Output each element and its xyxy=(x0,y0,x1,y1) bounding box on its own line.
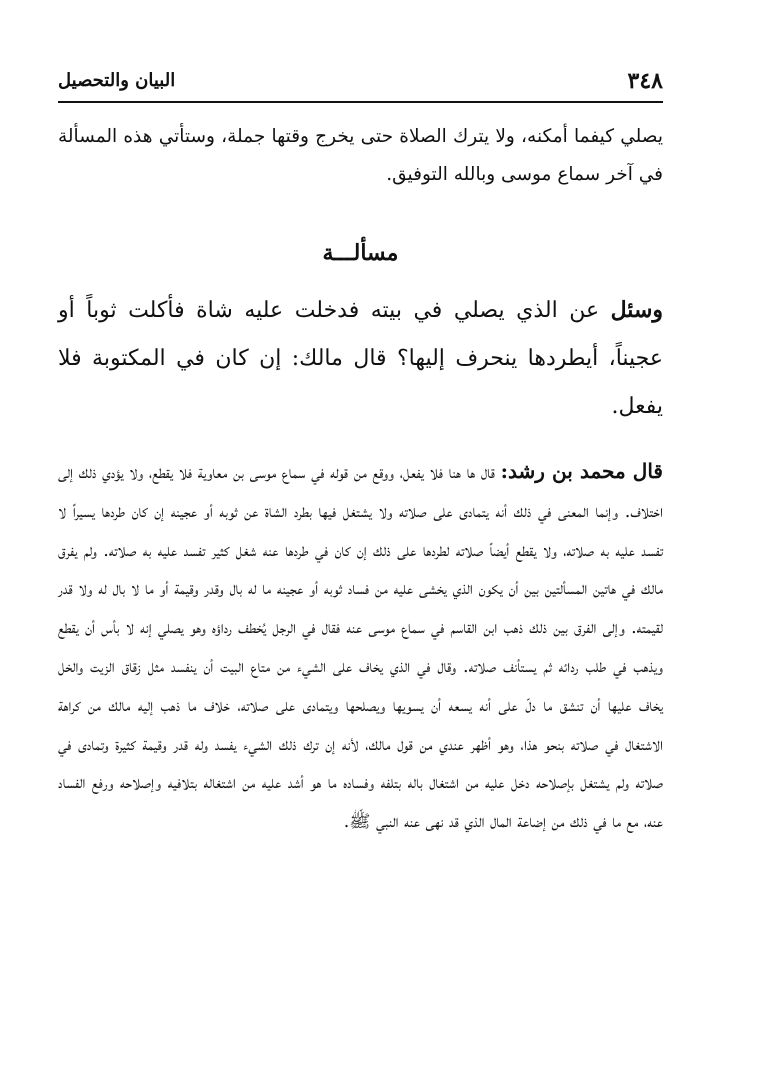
intro-paragraph xyxy=(58,118,663,194)
question-text: عن الذي يصلي في بيته فدخلت عليه شاة فأكلت ثوباً أو عجيناً، أيطردها ينحرف إليها؟ قال مالك: إن كان في المكتوبة فلا يفعل. xyxy=(58,298,663,419)
page-number: ٣٤٨ xyxy=(627,68,663,94)
question-paragraph xyxy=(58,286,663,431)
page-header xyxy=(58,68,663,102)
header-rule xyxy=(58,101,663,103)
running-title: البيان والتحصيل xyxy=(58,70,176,91)
commentary-paragraph xyxy=(58,452,663,842)
commentary-text: قال ها هنا فلا يفعل، ووقع من قوله في سماع موسى بن معاوية فلا يقطع، ولا يؤدي ذلك إلى اختلاف. وإنما المعنى في ذلك أنه يتمادى على صلاته ولا يشتغل فيها بطرد الشاة عن ثوبه أو عجينه إن كان طردها يسيراً لا تفسد عليه به صلاته، ولا يقطع أيضاً صلاته لطردها على ذلك إن كان في طردها عنه شغل كثير تفسد عليه به صلاته. ولم يفرق مالك في هاتين المسألتين بين أن يكون الذي يخشى عليه من فساد ثوبه أو عجينه ما له بال وقدر وقيمة أو ما لا بال له ولا قدر لقيمته. وإلى الفرق بين ذلك ذهب ابن القاسم في سماع موسى عنه فقال في الرجل يُخطف رداؤه وهو يصلي إنه لا بأس أن يقطع ويذهب في طلب ردائه ثم يستأنف صلاته. وقال في الذي يخاف على الشيء من متاع البيت أن ينفسد مثل زقاق الزيت والخل يخاف عليها أن تنشق ما دلّ على أنه يسعه أن يسويها ويصلحها ويتمادى على صلاته، خلاف ما ذهب إليه مالك من كراهة الاشتغال في صلاته بنحو هذا، وهو أظهر عندي من قول مالك، لأنه إن ترك ذلك الشيء يفسد وله قدر وقيمة كثيرة وتمادى في صلاته ولم يشتغل بإصلاحه دخل عليه من اشتغال باله بتلفه وفساده ما هو أشد عليه من اشتغاله بتلافيه وإصلاحه ورفع الفساد عنه، مع ما في ذلك من إضاعة المال الذي قد نهى عنه النبي ﷺ. xyxy=(58,463,663,833)
commentary-lead: قال محمد بن رشد: xyxy=(500,459,663,483)
question-lead: وسئل xyxy=(610,297,663,323)
section-heading: مسألـــة xyxy=(322,240,399,266)
intro-text: يصلي كيفما أمكنه، ولا يترك الصلاة حتى يخرج وقتها جملة، وستأتي هذه المسألة في آخر سماع موسى وبالله التوفيق. xyxy=(58,126,663,185)
